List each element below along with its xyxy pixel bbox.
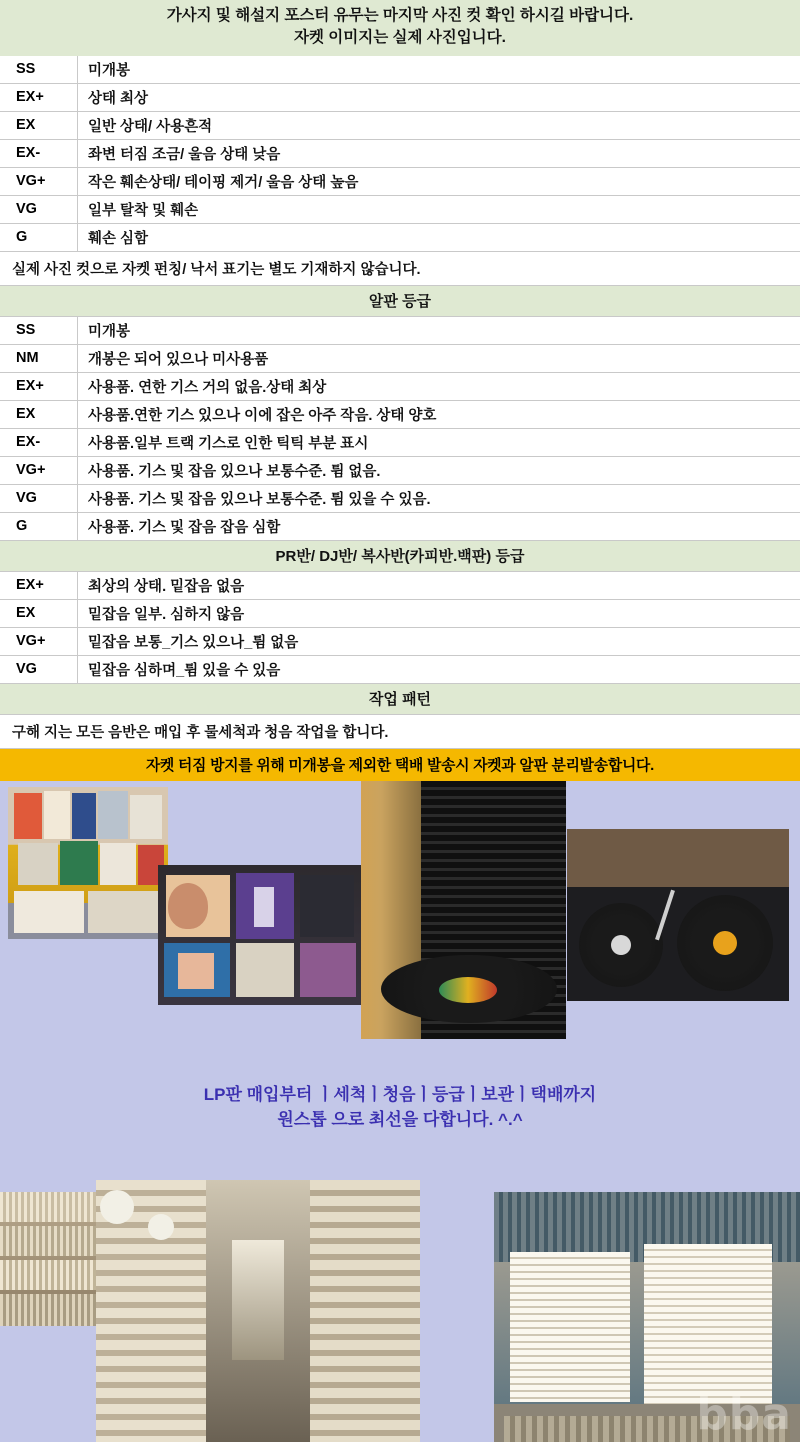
grade-code: VG bbox=[0, 656, 78, 683]
grade-code: VG+ bbox=[0, 168, 78, 195]
grade-code: EX bbox=[0, 112, 78, 139]
grade-code: VG bbox=[0, 485, 78, 512]
photo-collage-bottom bbox=[0, 1134, 800, 1442]
grade-desc: 상태 최상 bbox=[88, 90, 149, 107]
header-line-1: 가사지 및 해설지 포스터 유무는 마지막 사진 컷 확인 하시길 바랍니다. bbox=[166, 7, 634, 24]
grade-desc: 작은 훼손상태/ 테이핑 제거/ 울음 상태 높음 bbox=[88, 174, 359, 191]
photo-stack-of-vinyl-records bbox=[361, 781, 566, 1039]
jacket-note: 실제 사진 컷으로 자켓 펀칭/ 낙서 표기는 별도 기재하지 않습니다. bbox=[0, 252, 800, 286]
grade-desc: 일반 상태/ 사용흔적 bbox=[88, 118, 213, 135]
tagline-line-1: LP판 매입부터 ㅣ세척ㅣ청음ㅣ등급ㅣ보관ㅣ택배까지 bbox=[203, 1084, 597, 1104]
table-row bbox=[0, 401, 800, 429]
photo-storage-aisle bbox=[96, 1180, 420, 1442]
grade-code: G bbox=[0, 513, 78, 540]
photo-turntable bbox=[567, 829, 789, 1001]
grade-desc: 사용품. 기스 및 잡음 잡음 심함 bbox=[88, 519, 281, 536]
grade-code: EX+ bbox=[0, 84, 78, 111]
grade-desc: 좌변 터짐 조금/ 울음 상태 낮음 bbox=[88, 146, 281, 163]
table-row bbox=[0, 112, 800, 140]
grade-code: EX bbox=[0, 600, 78, 627]
table-row bbox=[0, 168, 800, 196]
grade-desc: 밑잡음 심하며_튐 있을 수 있음 bbox=[88, 662, 281, 679]
grade-code: EX- bbox=[0, 140, 78, 167]
grade-desc: 훼손 심함 bbox=[88, 230, 149, 247]
grade-desc: 사용품.연한 기스 있으나 이에 잡은 아주 작음. 상태 양호 bbox=[88, 407, 437, 424]
grade-code: EX- bbox=[0, 429, 78, 456]
section-title-work-pattern: 작업 패턴 bbox=[0, 684, 800, 715]
grade-desc: 사용품. 연한 기스 거의 없음.상태 최상 bbox=[88, 379, 327, 396]
shipping-notice-bar: 자켓 터짐 방지를 위해 미개봉을 제외한 택배 발송시 자켓과 알판 분리발송합니다. bbox=[0, 749, 800, 781]
section-title-promo-grade: PR반/ DJ반/ 복사반(카피반.백판) 등급 bbox=[0, 541, 800, 572]
header-line-2: 자켓 이미지는 실제 사진입니다. bbox=[294, 29, 506, 47]
service-tagline bbox=[0, 1072, 800, 1134]
table-row bbox=[0, 224, 800, 252]
table-row bbox=[0, 140, 800, 168]
table-row bbox=[0, 572, 800, 600]
grade-code: EX+ bbox=[0, 572, 78, 599]
table-row bbox=[0, 656, 800, 684]
table-row bbox=[0, 196, 800, 224]
photo-record-shelf-left bbox=[0, 1192, 106, 1326]
table-row bbox=[0, 513, 800, 541]
table-row bbox=[0, 429, 800, 457]
table-row bbox=[0, 485, 800, 513]
section-title-disc-grade: 알판 등급 bbox=[0, 286, 800, 317]
table-row bbox=[0, 317, 800, 345]
grade-code: EX+ bbox=[0, 373, 78, 400]
work-note: 구해 지는 모든 음반은 매입 후 물세척과 청음 작업을 합니다. bbox=[0, 715, 800, 749]
watermark: bba bbox=[696, 1388, 792, 1440]
photo-yellow-crates-of-lps bbox=[8, 787, 168, 939]
photo-album-covers-in-crate bbox=[158, 865, 362, 1005]
table-row bbox=[0, 457, 800, 485]
tagline-line-2: 원스톱 으로 최선을 다합니다. ^.^ bbox=[277, 1110, 523, 1130]
grade-desc: 개봉은 되어 있으나 미사용품 bbox=[88, 351, 269, 368]
table-row bbox=[0, 628, 800, 656]
table-row bbox=[0, 373, 800, 401]
grade-desc: 밑잡음 일부. 심하지 않음 bbox=[88, 606, 245, 623]
grade-desc: 일부 탈착 및 훼손 bbox=[88, 202, 199, 219]
grade-code: VG+ bbox=[0, 628, 78, 655]
grade-desc: 밑잡음 보통_기스 있으나_튐 없음 bbox=[88, 634, 299, 651]
grade-desc: 사용품. 기스 및 잡음 있으나 보통수준. 튐 있을 수 있음. bbox=[88, 491, 431, 508]
grade-code: SS bbox=[0, 56, 78, 83]
grade-desc: 최상의 상태. 밑잡음 없음 bbox=[88, 578, 245, 595]
grade-desc: 미개봉 bbox=[88, 62, 131, 79]
grade-code: SS bbox=[0, 317, 78, 344]
photo-collage-top bbox=[0, 781, 800, 1072]
table-row bbox=[0, 345, 800, 373]
grade-desc: 사용품. 기스 및 잡음 있으나 보통수준. 튐 없음. bbox=[88, 463, 381, 480]
grade-desc: 사용품.일부 트랙 기스로 인한 틱틱 부분 표시 bbox=[88, 435, 369, 452]
grade-code: EX bbox=[0, 401, 78, 428]
table-row bbox=[0, 56, 800, 84]
table-row bbox=[0, 600, 800, 628]
grade-code: NM bbox=[0, 345, 78, 372]
grade-code: G bbox=[0, 224, 78, 251]
header-notice bbox=[0, 0, 800, 56]
table-row bbox=[0, 84, 800, 112]
grade-code: VG+ bbox=[0, 457, 78, 484]
grade-code: VG bbox=[0, 196, 78, 223]
grade-desc: 미개봉 bbox=[88, 323, 131, 340]
